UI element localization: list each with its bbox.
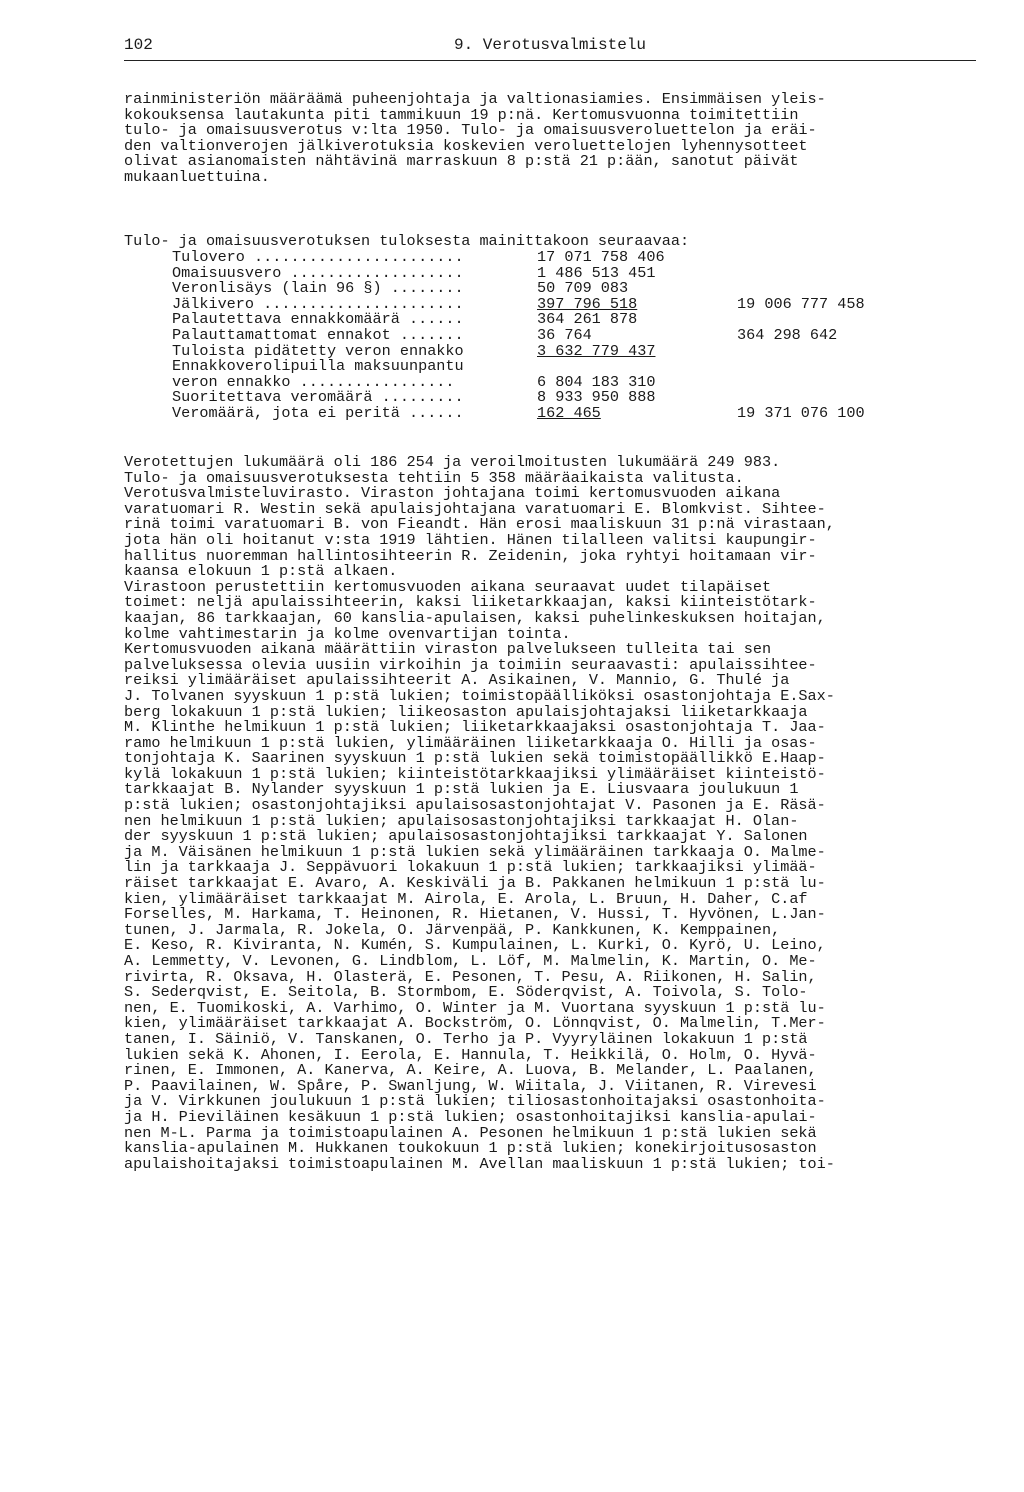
text-line: rainministeriön määräämä puheenjohtaja ja valtionasiamies. Ensimmäisen yleis- (124, 90, 826, 108)
paragraph-intro (124, 92, 979, 186)
row-value: 397 796 518 (537, 294, 638, 313)
running-title: 9. Verotusvalmistelu (454, 36, 647, 54)
text-line: kokouksensa lautakunta piti tammikuun 19 p:nä. Kertomusvuonna toimitettiin (124, 105, 799, 124)
row-label: Veronlisäys (lain 96 §) ........ (172, 279, 464, 298)
table-row (172, 403, 932, 422)
row-label: Tuloista pidätetty veron ennakko (172, 341, 464, 360)
page-number: 102 (124, 36, 153, 54)
row-label: Palautettava ennakkomäärä ...... (172, 310, 464, 329)
text-line: olivat asianomaisten nähtävinä marraskuun 8 p:stä 21 p:ään, sanotut päivät (124, 152, 799, 171)
paragraph-main (124, 455, 979, 1172)
row-total: 19 371 076 100 (737, 403, 865, 422)
row-value: 1 486 513 451 (537, 263, 656, 282)
text-line: ja M. Väisänen helmikuun 1 p:stä lukien sekä ylimääräinen tarkkaaja O. Malme- (124, 842, 826, 861)
text-line: Verotusvalmisteluvirasto. Viraston johtajana toimi kertomusvuoden aikana (124, 484, 781, 503)
text-line: kolme vahtimestarin ja kolme ovenvartijan tointa. (124, 624, 571, 643)
row-value: 3 632 779 437 (537, 341, 656, 360)
row-value: 162 465 (537, 403, 601, 422)
text-line: M. Klinthe helmikuun 1 p:stä lukien; liiketarkkaajaksi osastonjohtaja T. Jaa- (124, 718, 826, 737)
text-line: berg lokakuun 1 p:stä lukien; liikeosaston apulaisjohtajaksi liiketarkkaaja (124, 702, 808, 721)
text-line: palveluksessa olevia uusiin virkoihin ja toimiin seuraavasti: apulaissihtee- (124, 655, 817, 674)
text-line: P. Paavilainen, W. Spåre, P. Swanljung, W. Wiitala, J. Viitanen, R. Virevesi (124, 1076, 817, 1095)
text-line: kaajan, 86 tarkkaajan, 60 kanslia-apulaisen, kaksi puhelinkeskuksen hoitajan, (124, 608, 826, 627)
row-value: 364 261 878 (537, 310, 638, 329)
text-line: kien, ylimääräiset tarkkaajat M. Airola, E. Arola, L. Bruun, H. Daher, C.af (124, 889, 808, 908)
text-line: nen M-L. Parma ja toimistoapulainen A. Pesonen helmikuun 1 p:stä lukien sekä (124, 1123, 817, 1142)
text-line: nen, E. Tuomikoski, A. Varhimo, O. Winter ja M. Vuortana syyskuun 1 p:stä lu- (124, 998, 826, 1017)
text-line: tunen, J. Jarmala, R. Jokela, O. Järvenpää, P. Kankkunen, K. Kemppainen, (124, 920, 781, 939)
text-line: varatuomari R. Westin sekä apulaisjohtajana varatuomari E. Blomkvist. Sihtee- (124, 499, 826, 518)
row-label-cont: veron ennakko ................. (172, 372, 455, 391)
text-line: hallitus nuoremman hallintosihteerin R. Zeidenin, joka ryhtyi hoitamaan vir- (124, 546, 817, 565)
text-line: Forselles, M. Harkama, T. Heinonen, R. Hietanen, V. Hussi, T. Hyvönen, L.Jan- (124, 905, 826, 924)
row-label: Ennakkoverolipuilla maksuunpantu (172, 357, 464, 376)
text-line: tulo- ja omaisuusverotus v:lta 1950. Tulo- ja omaisuusveroluettelon ja eräi- (124, 121, 817, 140)
page-header (124, 36, 976, 62)
row-value: 50 709 083 (537, 279, 629, 298)
text-line: kanslia-apulainen M. Hukkanen toukokuun 1 p:stä lukien; konekirjoitusosaston (124, 1139, 817, 1158)
text-line: räiset tarkkaajat E. Avaro, A. Keskiväli ja B. Pakkanen helmikuun 1 p:stä lu- (124, 874, 826, 893)
text-line: nen helmikuun 1 p:stä lukien; apulaisosastonjohtajiksi tarkkaajat H. Olan- (124, 811, 799, 830)
text-line: toimet: neljä apulaissihteerin, kaksi liiketarkkaajan, kaksi kiinteistötark- (124, 593, 817, 612)
text-line: lukien sekä K. Ahonen, I. Eerola, E. Hannula, T. Heikkilä, O. Holm, O. Hyvä- (124, 1045, 817, 1064)
text-line: tanen, I. Säiniö, V. Tanskanen, O. Terho ja P. Vyyryläinen lokakuun 1 p:stä (124, 1029, 808, 1048)
text-line: lin ja tarkkaaja J. Seppävuori lokakuun 1 p:stä lukien; tarkkaajiksi ylimää- (124, 858, 817, 877)
tax-results-table (172, 250, 932, 422)
row-label: Tulovero ....................... (172, 248, 464, 266)
text-line: J. Tolvanen syyskuun 1 p:stä lukien; toimistopäälliköksi osastonjohtaja E.Sax- (124, 686, 835, 705)
row-total: 19 006 777 458 (737, 294, 865, 313)
text-line: S. Sederqvist, E. Seitola, B. Stormbom, E. Söderqvist, A. Toivola, S. Tolo- (124, 983, 808, 1002)
row-value: 6 804 183 310 (537, 372, 656, 391)
text-line: jota hän oli hoitanut v:sta 1919 lähtien. Hänen tilalleen valitsi kaupungir- (124, 530, 817, 549)
text-line: Virastoon perustettiin kertomusvuoden aikana seuraavat uudet tilapäiset (124, 577, 772, 596)
text-line: reiksi ylimääräiset apulaissihteerit A. Asikainen, V. Mannio, G. Thulé ja (124, 671, 790, 690)
text-line: ramo helmikuun 1 p:stä lukien, ylimääräinen liiketarkkaaja O. Hilli ja osas- (124, 733, 817, 752)
row-label: Suoritettava veromäärä ......... (172, 388, 464, 407)
text-line: rivirta, R. Oksava, H. Olasterä, E. Pesonen, T. Pesu, A. Riikonen, H. Salin, (124, 967, 817, 986)
text-line: Kertomusvuoden aikana määrättiin viraston palvelukseen tulleita tai sen (124, 640, 772, 659)
text-line: ja H. Pieviläinen kesäkuun 1 p:stä lukien; osastonhoitajiksi kanslia-apulai- (124, 1107, 817, 1126)
text-line: rinen, E. Immonen, A. Kanerva, A. Keire, A. Luova, B. Melander, L. Paalanen, (124, 1061, 817, 1080)
row-value: 17 071 758 406 (537, 248, 665, 266)
row-label: Jälkivero ...................... (172, 294, 464, 313)
row-label: Veromäärä, jota ei peritä ...... (172, 403, 464, 422)
text-line: p:stä lukien; osastonjohtajiksi apulaisosastonjohtajat V. Pasonen ja E. Räsä- (124, 796, 826, 815)
text-line: kylä lokakuun 1 p:stä lukien; kiinteistötarkkaajiksi ylimääräiset kiinteistö- (124, 764, 826, 783)
text-line: tarkkaajat B. Nylander syyskuun 1 p:stä lukien ja E. Liusvaara joulukuun 1 (124, 780, 799, 799)
text-line: Verotettujen lukumäärä oli 186 254 ja veroilmoitusten lukumäärä 249 983. (124, 453, 781, 471)
table-intro: Tulo- ja omaisuusverotuksen tuloksesta mainittakoon seuraavaa: (124, 232, 690, 250)
text-line: A. Lemmetty, V. Levonen, G. Lindblom, L. Löf, M. Malmelin, K. Martin, O. Me- (124, 952, 817, 970)
text-line: ja V. Virkkunen joulukuun 1 p:stä lukien; tiliosastonhoitajaksi osastonhoita- (124, 1092, 826, 1111)
row-total: 364 298 642 (737, 325, 838, 344)
text-line: rinä toimi varatuomari B. von Fieandt. Hän erosi maaliskuun 31 p:nä virastaan, (124, 515, 835, 534)
text-line: den valtionverojen jälkiverotuksia koskevien veroluettelojen lyhennysotteet (124, 136, 808, 155)
row-label: Omaisuusvero ................... (172, 263, 464, 282)
row-value: 8 933 950 888 (537, 388, 656, 407)
text-line: kaansa elokuun 1 p:stä alkaen. (124, 562, 398, 581)
text-line: tonjohtaja K. Saarinen syyskuun 1 p:stä lukien sekä toimistopäällikkö E.Haap- (124, 749, 826, 768)
row-label: Palauttamattomat ennakot ....... (172, 325, 464, 344)
text-line: mukaanluettuina. (124, 167, 270, 186)
text-line: Tulo- ja omaisuusverotuksesta tehtiin 5 358 määräaikaista valitusta. (124, 468, 744, 487)
row-value: 36 764 (537, 325, 592, 344)
text-line: der syyskuun 1 p:stä lukien; apulaisosastonjohtajiksi tarkkaajat Y. Salonen (124, 827, 808, 846)
table-row (172, 359, 932, 390)
text-line: E. Keso, R. Kiviranta, N. Kumén, S. Kumpulainen, L. Kurki, O. Kyrö, U. Leino, (124, 936, 826, 955)
header-rule (124, 60, 976, 61)
text-line: apulaishoitajaksi toimistoapulainen M. Avellan maaliskuun 1 p:stä lukien; toi- (124, 1154, 835, 1173)
text-line: kien, ylimääräiset tarkkaajat A. Bockström, O. Lönnqvist, O. Malmelin, T.Mer- (124, 1014, 826, 1033)
